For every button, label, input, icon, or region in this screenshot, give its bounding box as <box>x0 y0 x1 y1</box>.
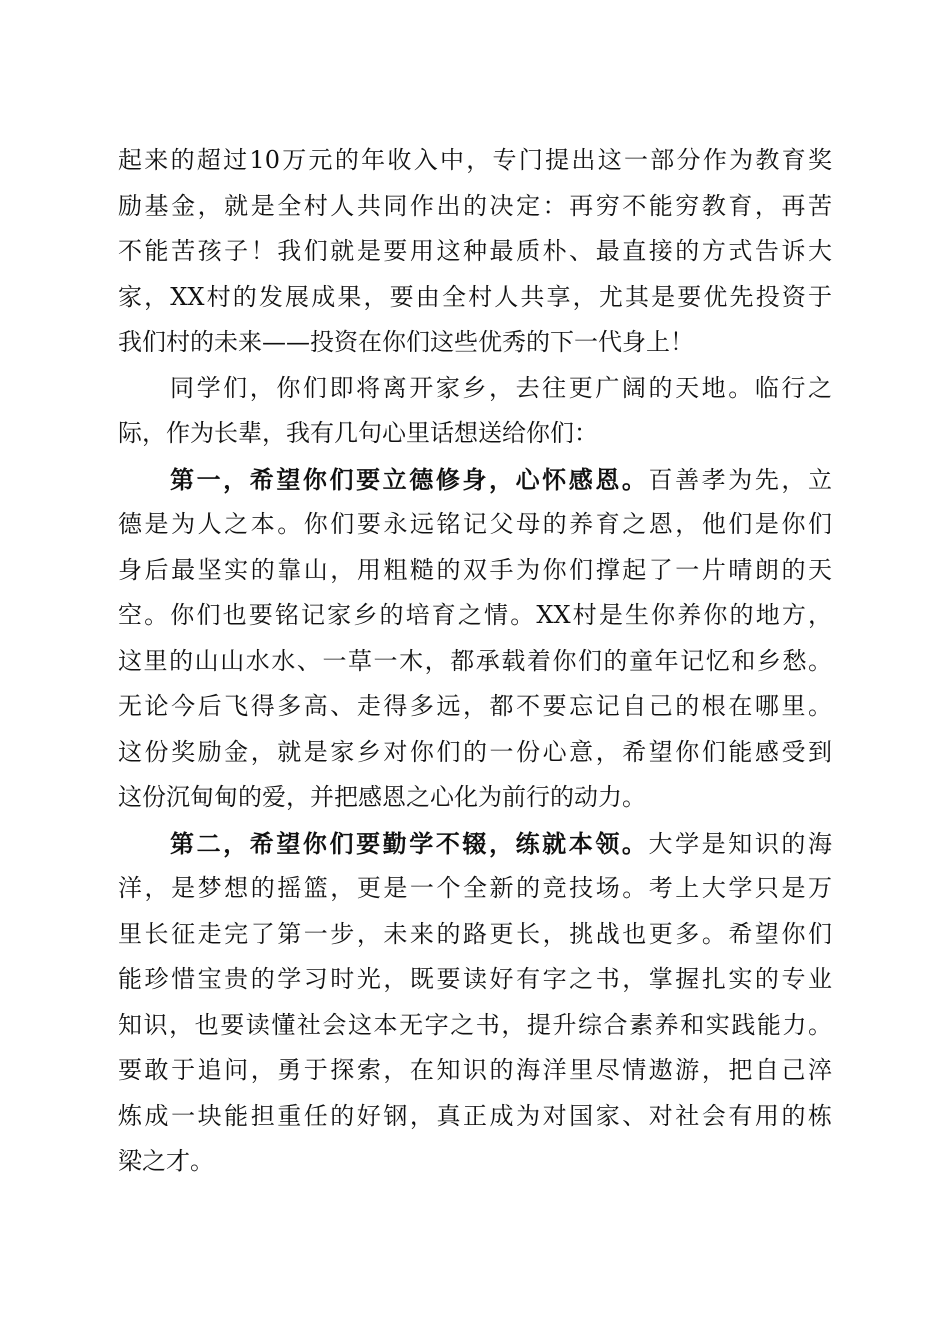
text-line: 身后最坚实的靠山，用粗糙的双手为你们撑起了一片晴朗的天 <box>118 555 832 584</box>
text-line: 洋，是梦想的摇篮，更是一个全新的竞技场。考上大学只是万 <box>118 874 832 902</box>
paragraph-4 <box>118 821 832 1185</box>
document-body <box>118 138 832 1185</box>
text-line: 这里的山山水水、一草一木，都承载着你们的童年记忆和乡愁。 <box>118 646 832 675</box>
paragraph-1 <box>118 138 832 366</box>
paragraph-heading: 第一，希望你们要立德修身，心怀感恩。 <box>170 464 649 494</box>
text-line: 梁之才。 <box>118 1147 214 1175</box>
text-line: 空。你们也要铭记家乡的培育之情。XX村是生你养你的地方， <box>118 601 832 629</box>
text-line: 我们村的未来——投资在你们这些优秀的下一代身上！ <box>118 328 694 356</box>
text-line: 起来的超过10万元的年收入中，专门提出这一部分作为教育奖 <box>118 146 832 174</box>
text-line <box>118 821 832 867</box>
text-line: 炼成一块能担重任的好钢，真正成为对国家、对社会有用的栋 <box>118 1101 832 1130</box>
paragraph-heading: 第二，希望你们要勤学不辍，练就本领。 <box>170 828 649 858</box>
text-line: 无论今后飞得多高、走得多远，都不要忘记自己的根在哪里。 <box>118 692 832 720</box>
text-line: 励基金，就是全村人共同作出的决定：再穷不能穷教育，再苦 <box>118 191 832 220</box>
text-line: 要敢于追问，勇于探索，在知识的海洋里尽情遨游，把自己淬 <box>118 1056 832 1084</box>
paragraph-first-line-rest: 百善孝为先，立 <box>648 465 832 494</box>
text-line: 家，XX村的发展成果，要由全村人共享，尤其是要优先投资于 <box>118 282 832 311</box>
text-line: 不能苦孩子！我们就是要用这种最质朴、最直接的方式告诉大 <box>118 237 832 265</box>
text-line: 同学们，你们即将离开家乡，去往更广阔的天地。临行之 <box>170 373 832 402</box>
text-line: 能珍惜宝贵的学习时光，既要读好有字之书，掌握扎实的专业 <box>118 965 832 993</box>
text-line: 这份沉甸甸的爱，并把感恩之心化为前行的动力。 <box>118 783 646 811</box>
text-line: 际，作为长辈，我有几句心里话想送给你们： <box>118 419 598 447</box>
text-line: 这份奖励金，就是家乡对你们的一份心意，希望你们能感受到 <box>118 737 832 766</box>
paragraph-2 <box>118 366 832 457</box>
text-line <box>118 457 832 503</box>
text-line: 知识，也要读懂社会这本无字之书，提升综合素养和实践能力。 <box>118 1010 832 1039</box>
text-line: 里长征走完了第一步，未来的路更长，挑战也更多。希望你们 <box>118 919 832 948</box>
paragraph-3 <box>118 457 832 821</box>
text-line: 德是为人之本。你们要永远铭记父母的养育之恩，他们是你们 <box>118 510 832 538</box>
paragraph-first-line-rest: 大学是知识的海 <box>648 829 832 858</box>
